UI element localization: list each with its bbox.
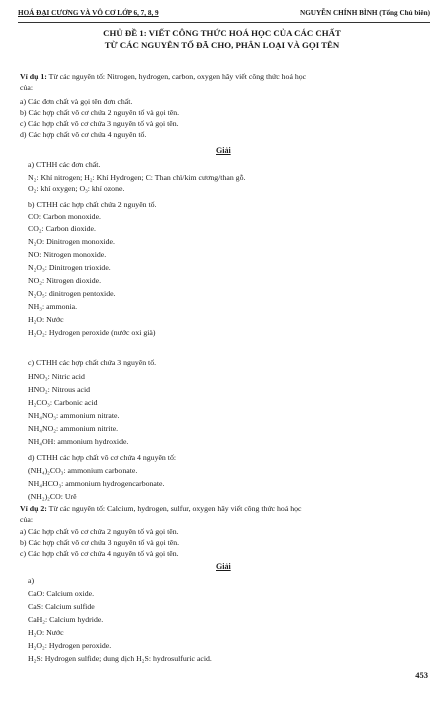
answer-line: N₂O: Dinitrogen monoxide.: [28, 237, 115, 246]
topic-title-line-2: TỪ CÁC NGUYÊN TỐ ĐÃ CHO, PHÂN LOẠI VÀ GỌI TÊN: [104, 40, 340, 50]
answer-line: H₂O₂: Hydrogen peroxide.: [28, 641, 112, 650]
example-1-question: d) Các hợp chất vô cơ chứa 4 nguyên tố.: [20, 130, 147, 139]
example-2-intro: Ví dụ 2: Từ các nguyên tố: Calcium, hydrogen, sulfur, oxygen hãy viết công thức hoá học: [20, 504, 302, 513]
answer-a-heading: a): [28, 576, 35, 585]
answer-line: NH₄HCO₃: ammonium hydrogencarbonate.: [28, 479, 165, 488]
answer-line: H₂CO₃: Carbonic acid: [28, 398, 98, 407]
answer-a-heading: a) CTHH các đơn chất.: [28, 160, 101, 169]
running-header: [18, 6, 430, 23]
answer-line: N₂O₅: dinitrogen pentoxide.: [28, 289, 116, 298]
example-2-label: Ví dụ 2:: [20, 504, 47, 513]
answer-d-heading: d) CTHH các hợp chất vô cơ chứa 4 nguyên tố:: [28, 453, 177, 462]
page-number: 453: [415, 670, 428, 680]
answer-line: NH₄OH: ammonium hydroxide.: [28, 437, 129, 446]
answer-line: HNO₃: Nitric acid: [28, 372, 85, 381]
example-2-question: a) Các hợp chất vô cơ chứa 2 nguyên tố và gọi tên.: [20, 527, 179, 536]
answer-line: N₂O₃: Dinitrogen trioxide.: [28, 263, 111, 272]
answer-line: NO₂: Nitrogen dioxide.: [28, 276, 102, 285]
example-1-question: a) Các đơn chất và gọi tên đơn chất.: [20, 97, 133, 106]
answer-line: NO: Nitrogen monoxide.: [28, 250, 107, 259]
topic-title-line-1: CHỦ ĐỀ 1: VIẾT CÔNG THỨC HOÁ HỌC CỦA CÁC CHẤT: [103, 28, 341, 38]
solution-heading: Giải: [216, 146, 231, 155]
answer-line: CaH₂: Calcium hydride.: [28, 615, 104, 624]
answer-line: H₂O₂: Hydrogen peroxide (nước oxi già): [28, 328, 156, 337]
answer-line: (NH₄)₂CO₃: ammonium carbonate.: [28, 466, 138, 475]
answer-line: NH₄NO₃: ammonium nitrate.: [28, 411, 120, 420]
example-1-question: c) Các hợp chất vô cơ chứa 3 nguyên tố và gọi tên.: [20, 119, 179, 128]
answer-c-heading: c) CTHH các hợp chất chứa 3 nguyên tố.: [28, 358, 157, 367]
example-2-question: c) Các hợp chất vô cơ chứa 4 nguyên tố và gọi tên.: [20, 549, 179, 558]
answer-line: NH₃: ammonia.: [28, 302, 78, 311]
solution-heading: Giải: [216, 562, 231, 571]
answer-b-heading: b) CTHH các hợp chất chứa 2 nguyên tố.: [28, 200, 157, 209]
answer-line: (NH₂)₂CO: Urê: [28, 492, 77, 501]
answer-line: H₂O: Nước: [28, 315, 64, 324]
example-1-question: b) Các hợp chất vô cơ chứa 2 nguyên tố và gọi tên.: [20, 108, 180, 117]
answer-line: CO: Carbon monoxide.: [28, 212, 101, 221]
answer-line: O₂: khí oxygen; O₃: khí ozone.: [28, 184, 125, 193]
answer-line: CaS: Calcium sulfide: [28, 602, 95, 611]
answer-line: CaO: Calcium oxide.: [28, 589, 95, 598]
answer-line: N₂: Khí nitrogen; H₂: Khí Hydrogen; C: Than chì/kim cương/than gỗ.: [28, 173, 246, 182]
example-1-intro: Ví dụ 1: Từ các nguyên tố: Nitrogen, hydrogen, carbon, oxygen hãy viết công thức hoá học: [20, 72, 307, 81]
example-2-intro-cont: của:: [20, 515, 33, 524]
header-author: NGUYỄN CHÍNH BÌNH (Tổng Chủ biên): [300, 9, 430, 17]
header-book-title: HOÁ ĐẠI CƯƠNG VÀ VÔ CƠ LỚP 6, 7, 8, 9: [18, 9, 159, 17]
example-1-label: Ví dụ 1:: [20, 72, 47, 81]
answer-line: H₂S: Hydrogen sulfide; dung dịch H₂S: hydrosulfuric acid.: [28, 654, 212, 663]
answer-line: H₂O: Nước: [28, 628, 64, 637]
example-1-intro-cont: của:: [20, 83, 33, 92]
answer-line: HNO₂: Nitrous acid: [28, 385, 91, 394]
example-2-question: b) Các hợp chất vô cơ chứa 3 nguyên tố và gọi tên.: [20, 538, 180, 547]
answer-line: NH₄NO₂: ammonium nitrite.: [28, 424, 119, 433]
answer-line: CO₂: Carbon dioxide.: [28, 224, 96, 233]
